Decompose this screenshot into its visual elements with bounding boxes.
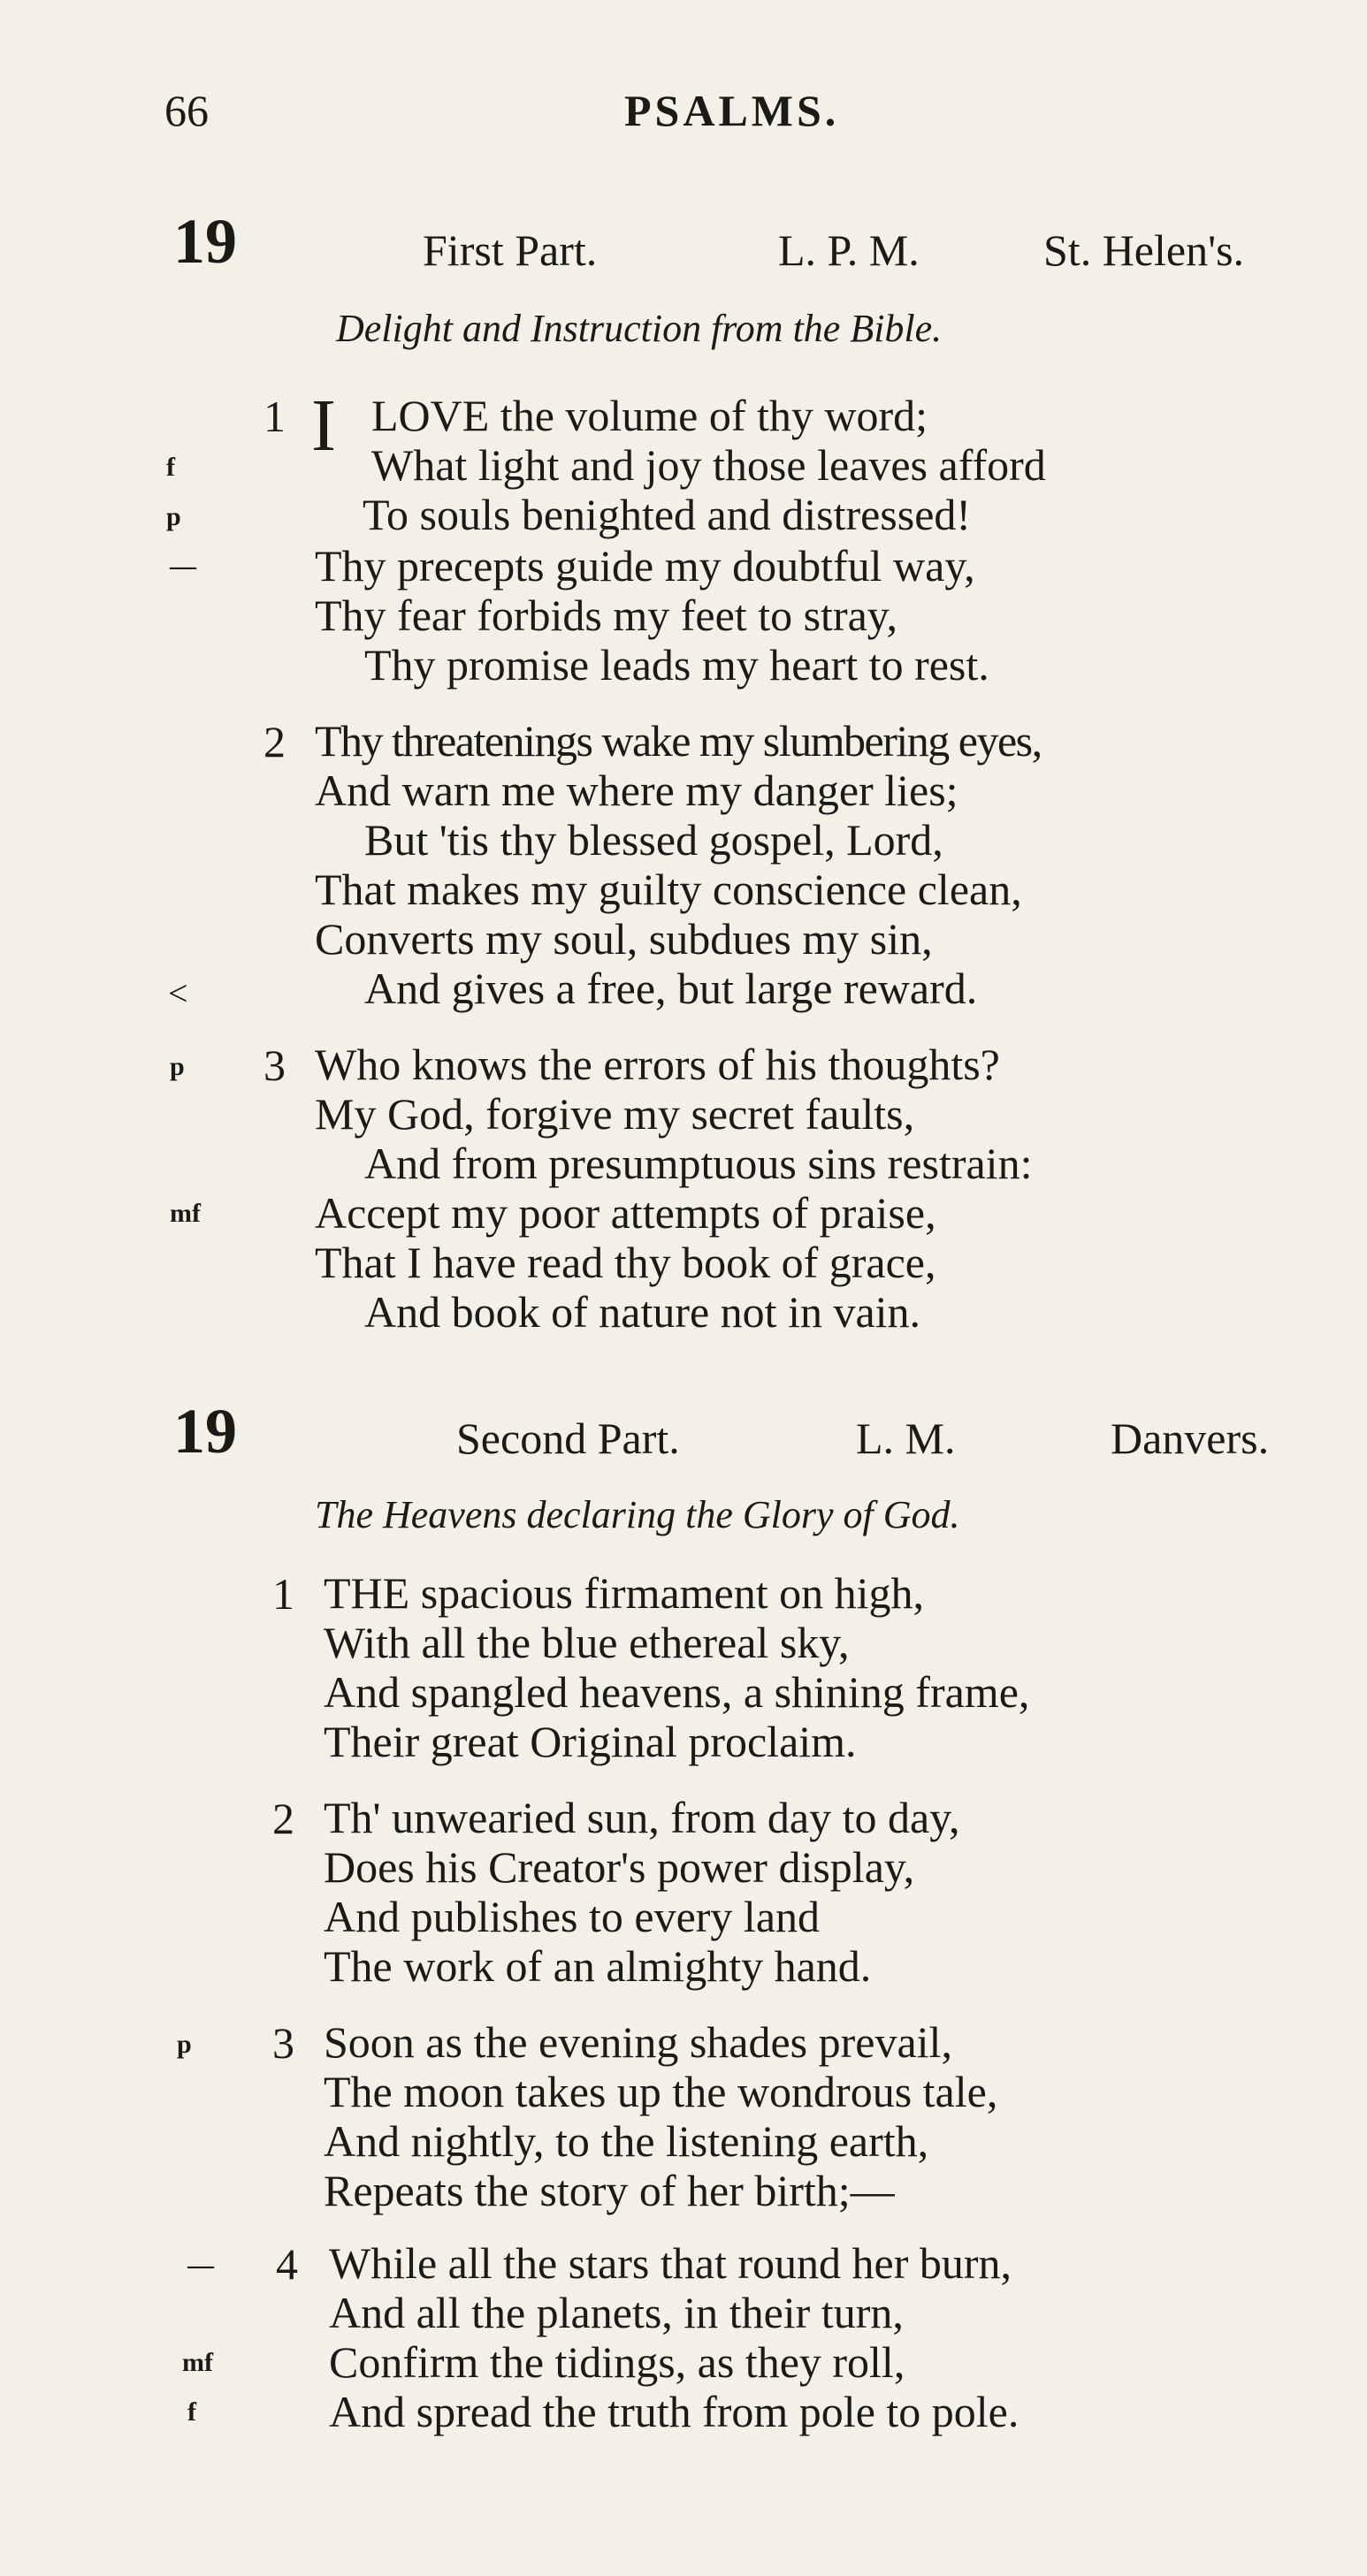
verse-line: Does his Creator's power display, xyxy=(324,1842,915,1892)
verse-line: THE spacious firmament on high, xyxy=(324,1568,925,1618)
verse-line: Thy promise leads my heart to rest. xyxy=(364,640,989,690)
verse-line: And all the planets, in their turn, xyxy=(329,2288,904,2337)
verse-line: And nightly, to the listening earth, xyxy=(324,2116,929,2166)
verse-line: With all the blue ethereal sky, xyxy=(324,1618,850,1667)
verse-line: And publishes to every land xyxy=(324,1892,821,1941)
verse-line: The moon takes up the wondrous tale, xyxy=(324,2067,998,2116)
verse-line: That makes my guilty conscience clean, xyxy=(315,865,1022,914)
dynamic-mark: p xyxy=(177,2030,192,2059)
verse-number: 2 xyxy=(263,717,286,766)
dynamic-mark: f xyxy=(187,2397,196,2427)
dynamic-mark: mf xyxy=(170,1199,201,1228)
verse-line: Who knows the errors of his thoughts? xyxy=(315,1040,1000,1089)
verse-line: And from presumptuous sins restrain: xyxy=(364,1139,1033,1188)
dynamic-mark: f xyxy=(166,453,175,482)
verse-line: And warn me where my danger lies; xyxy=(315,766,958,815)
verse-line: That I have read thy book of grace, xyxy=(315,1238,936,1287)
page-number: 66 xyxy=(164,86,209,135)
hymn-meter: L. M. xyxy=(856,1414,956,1463)
verse-line: Converts my soul, subdues my sin, xyxy=(315,914,933,964)
verse-number: 3 xyxy=(272,2018,294,2068)
verse-line: Their great Original proclaim. xyxy=(324,1717,857,1766)
verse-line: Repeats the story of her birth;— xyxy=(324,2166,895,2215)
verse-line: Thy precepts guide my doubtful way, xyxy=(315,541,975,591)
verse-line: Thy fear forbids my feet to stray, xyxy=(315,591,898,640)
dynamic-mark: p xyxy=(170,1052,185,1081)
verse-line: What light and joy those leaves afford xyxy=(371,440,1046,490)
verse-line: Confirm the tidings, as they roll, xyxy=(329,2337,905,2387)
hymn-subtitle: The Heavens declaring the Glory of God. xyxy=(315,1493,960,1536)
dynamic-mark: p xyxy=(166,502,181,531)
verse-line: Th' unwearied sun, from day to day, xyxy=(324,1793,960,1842)
dynamic-mark: — xyxy=(187,2251,214,2280)
verse-number: 3 xyxy=(263,1040,286,1090)
verse-line: Accept my poor attempts of praise, xyxy=(315,1188,936,1238)
tune-name: St. Helen's. xyxy=(1043,225,1245,275)
verse-number: 4 xyxy=(276,2239,298,2289)
hymn-subtitle: Delight and Instruction from the Bible. xyxy=(336,307,943,350)
verse-line: And spread the truth from pole to pole. xyxy=(329,2387,1020,2436)
dynamic-mark: — xyxy=(170,552,196,581)
dynamic-mark: mf xyxy=(182,2348,213,2377)
verse-number: 1 xyxy=(263,392,286,441)
verse-line: The work of an almighty hand. xyxy=(324,1941,872,1991)
verse-line: And gives a free, but large reward. xyxy=(364,964,978,1013)
verse-line: And book of nature not in vain. xyxy=(364,1287,921,1337)
verse-line: Thy threatenings wake my slumbering eyes, xyxy=(315,716,1042,766)
hymn-number: 19 xyxy=(173,1396,237,1467)
verse-number: 2 xyxy=(272,1794,294,1843)
verse-line: Soon as the evening shades prevail, xyxy=(324,2017,952,2067)
verse-number: 1 xyxy=(272,1569,294,1619)
verse-line: LOVE the volume of thy word; xyxy=(371,391,928,440)
drop-cap: I xyxy=(311,385,336,467)
hymn-number: 19 xyxy=(173,206,237,277)
crescendo-mark: < xyxy=(168,973,188,1013)
verse-line: But 'tis thy blessed gospel, Lord, xyxy=(364,815,943,865)
tune-name: Danvers. xyxy=(1111,1414,1270,1463)
running-head: PSALMS. xyxy=(624,86,840,135)
hymn-part: First Part. xyxy=(423,225,598,275)
verse-line: While all the stars that round her burn, xyxy=(329,2238,1012,2288)
hymn-part: Second Part. xyxy=(456,1414,680,1463)
verse-line: And spangled heavens, a shining frame, xyxy=(324,1667,1030,1717)
verse-line: To souls benighted and distressed! xyxy=(363,490,972,539)
hymn-meter: L. P. M. xyxy=(778,225,920,275)
verse-line: My God, forgive my secret faults, xyxy=(315,1089,915,1139)
